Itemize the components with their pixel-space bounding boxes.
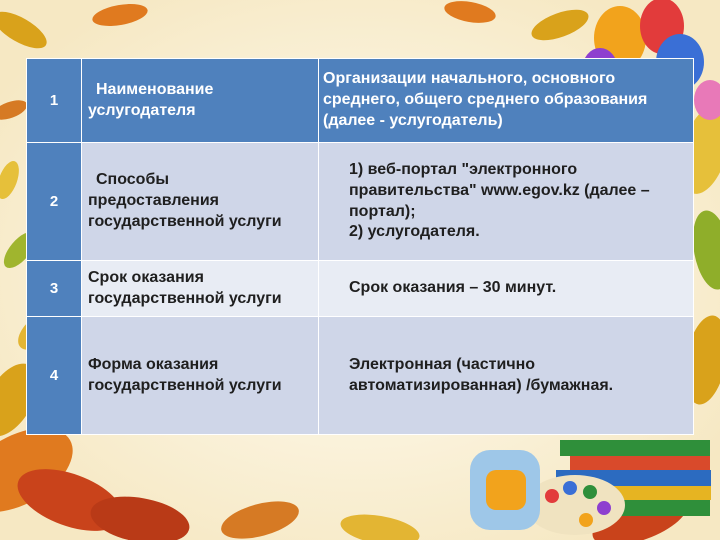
label-line: Срок оказания: [88, 268, 204, 286]
service-info-table: [26, 58, 694, 435]
backpack-illustration: [470, 450, 540, 530]
row-label: [82, 143, 319, 261]
row-value: [319, 59, 694, 143]
label-line: государственной услуги: [88, 289, 282, 307]
value-line: правительства" www.egov.kz (далее –: [349, 181, 650, 199]
value-line: среднего, общего среднего образования: [323, 91, 648, 109]
label-line: государственной услуги: [88, 376, 282, 394]
row-label: [82, 59, 319, 143]
value-line: 1) веб-портал "электронного: [349, 160, 578, 178]
value-line: (далее - услугодатель): [323, 111, 503, 129]
row-label: [82, 317, 319, 435]
value-line: автоматизированная) /бумажная.: [349, 376, 614, 394]
label-line: Форма оказания: [88, 355, 219, 373]
table-row: [27, 317, 694, 435]
value-line: Срок оказания – 30 минут.: [349, 279, 557, 297]
value-line: портал);: [349, 202, 416, 220]
label-line: государственной услуги: [88, 212, 282, 230]
row-number: 4: [27, 317, 82, 435]
row-label: [82, 261, 319, 317]
label-line: предоставления: [88, 192, 219, 210]
label-line: услугодателя: [88, 101, 196, 119]
row-value: [319, 143, 694, 261]
table-row: [27, 59, 694, 143]
table-row: [27, 261, 694, 317]
label-line: Наименование: [96, 80, 214, 98]
value-line: 2) услугодателя.: [349, 223, 480, 241]
label-line: Способы: [96, 171, 169, 189]
row-number: 1: [27, 59, 82, 143]
row-value: [319, 261, 694, 317]
value-line: Электронная (частично: [349, 355, 536, 373]
row-number: 2: [27, 143, 82, 261]
row-number: 3: [27, 261, 82, 317]
value-line: Организации начального, основного: [323, 70, 616, 88]
table-row: [27, 143, 694, 261]
row-value: [319, 317, 694, 435]
